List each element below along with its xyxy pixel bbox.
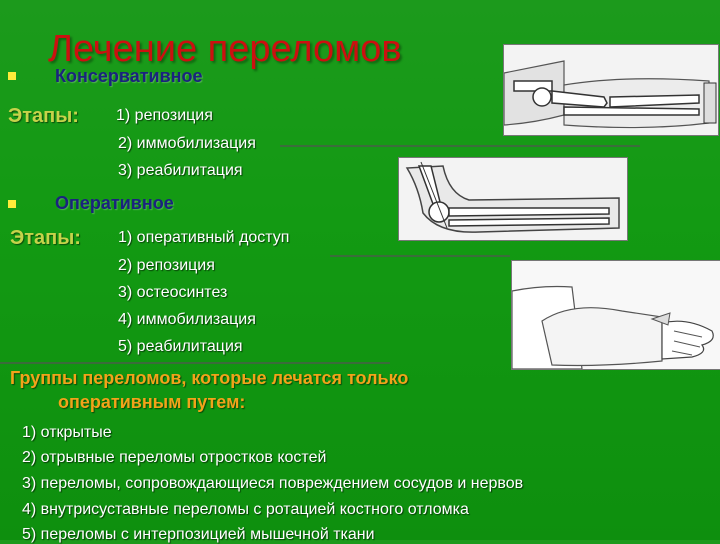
group-item: 3) переломы, сопровождающиеся повреждением сосудов и нервов: [22, 475, 524, 492]
operative-step: 3) остеосинтез: [118, 284, 228, 301]
conservative-step: 2) иммобилизация: [118, 135, 256, 152]
group-item: 4) внутрисуставные переломы с ротацией костного отломка: [22, 501, 469, 518]
group-item: 1) открытые: [22, 424, 112, 441]
groups-heading-line1: Группы переломов, которые лечатся только: [10, 368, 409, 388]
arm-cast-icon: [511, 260, 720, 370]
divider-line: [280, 145, 640, 147]
conservative-heading: Консервативное: [55, 66, 203, 86]
elbow-fracture-xray-icon: [503, 44, 719, 136]
page-title: Лечение переломов: [48, 28, 402, 70]
bullet-icon: [8, 200, 16, 208]
operative-heading: Оперативное: [55, 193, 174, 213]
conservative-stages-label: Этапы:: [8, 105, 79, 127]
operative-step: 2) репозиция: [118, 257, 215, 274]
conservative-step: 1) репозиция: [116, 107, 213, 124]
operative-step: 1) оперативный доступ: [118, 229, 290, 246]
group-item: 2) отрывные переломы отростков костей: [22, 449, 327, 466]
conservative-step: 3) реабилитация: [118, 162, 243, 179]
divider-line: [330, 255, 510, 257]
group-item: 5) переломы с интерпозицией мышечной ткани: [22, 526, 375, 543]
operative-step: 5) реабилитация: [118, 338, 243, 355]
divider-line: [0, 362, 390, 364]
bullet-icon: [8, 72, 16, 80]
elbow-fixation-icon: [398, 157, 628, 241]
operative-stages-label: Этапы:: [10, 227, 81, 249]
groups-heading-line2: оперативным путем:: [58, 392, 246, 412]
operative-step: 4) иммобилизация: [118, 311, 256, 328]
